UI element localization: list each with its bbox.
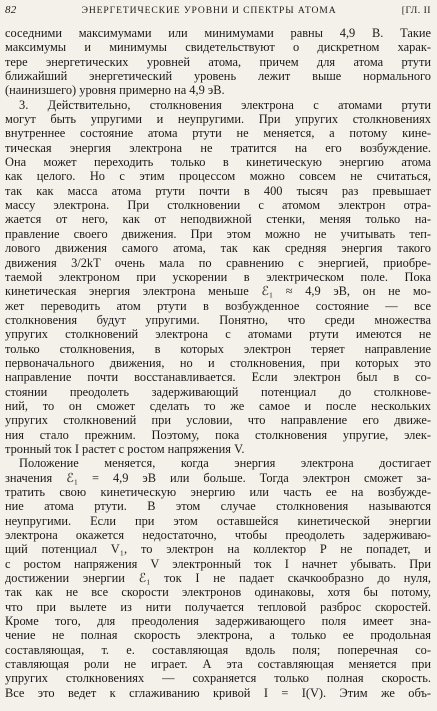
text-line: направление почти восстанавливается. Если электрон был в со- — [5, 370, 431, 385]
text-line: тере энергетических уровней атома, причем для атома ртути — [5, 54, 431, 69]
text-line: соседними максимумами или минимумами равны 4,9 В. Такие — [5, 26, 431, 40]
text-line: тическая энергия электрона не тратится на его возбуждение. — [5, 140, 431, 155]
text-line: правление своего движения. При этом можно не учитывать теп- — [5, 226, 431, 241]
text-line: только столкновения, в которых электрон теряет направление — [5, 341, 431, 356]
text-line: ставляющая роли не играет. А эта составляющая меняется при — [5, 657, 431, 672]
text-line: тронный ток I растет с ростом напряжения V. — [5, 441, 245, 456]
text-line: упругих столкновений электрона с атомами ртути имеются не — [5, 327, 431, 342]
text-line: чение не полная скорость электрона, а только ее продольная — [5, 628, 431, 643]
text-line: электрона окажется недостаточно, чтобы преодолеть задерживаю- — [5, 528, 431, 543]
text-line: (наинизшего) уровня примерно на 4,9 эВ. — [5, 83, 225, 98]
text-line: так как масса атома ртути почти в 400 тысяч раз превышает — [5, 183, 431, 198]
text-line: что при вылете из нити получается тепловой разброс скоростей. — [5, 599, 431, 614]
text-line: значения ℰ₁ = 4,9 эВ или больше. Тогда электрон сможет за- — [5, 470, 431, 485]
text-line: движения 3/2kT очень мала по сравнению с энергией, приобре- — [5, 255, 431, 270]
text-line: тратить свою кинетическую энергию или часть ее на возбужде- — [5, 485, 431, 499]
text-line: достижении энергии ℰ₁ ток I не падает скачкообразно до нуля, — [5, 571, 431, 586]
text-line: ния стало прежним. Поэтому, пока столкновения упругие, элек- — [5, 427, 431, 442]
text-line: столкновения будут упругими. Понятно, что среди множества — [5, 312, 431, 327]
text-line: стоянии преодолеть задерживающий потенциал до столкнове- — [5, 384, 431, 399]
text-line: щий потенциал V₁, то электрон на коллектор P не попадет, и — [5, 542, 431, 557]
running-header — [5, 4, 431, 18]
text-line: внутреннее состояние атома ртути не меняется, а потому кине- — [5, 126, 431, 141]
text-line: массу электрона. При столкновении с атомом электрон отра- — [5, 198, 431, 213]
text-line: кинетическая энергия электрона меньше ℰ₁ ≈ 4,9 эВ, он не мо- — [5, 284, 431, 299]
text-line: ний, то он сможет сделать то же самое и после нескольких — [5, 398, 431, 413]
text-line: ние атома ртути. В этом случае столкновения называются — [5, 499, 431, 514]
text-line: Положение меняется, когда энергия электрона достигает — [19, 456, 431, 471]
text-line: максимумы и минимумы свидетельствуют о дискретном харак- — [5, 40, 431, 55]
text-line: 3. Действительно, столкновения электрона с атомами ртути — [19, 97, 431, 112]
page-body — [5, 26, 431, 700]
text-line: так как не все скорости электронов одинаковы, хотя бы потому, — [5, 585, 431, 600]
chapter-ref: [ГЛ. II — [401, 5, 431, 16]
text-line: первоначального движения, но и столкновения, при которых это — [5, 355, 431, 370]
text-line: неупругими. Если при этом оставшейся кинетической энергии — [5, 513, 431, 528]
text-line: лового движения самого атома, так как средняя энергия такого — [5, 241, 431, 256]
text-line: с ростом напряжения V электронный ток I начнет убывать. При — [5, 556, 431, 571]
text-line: ближайший энергетический уровень лежит выше нормального — [5, 69, 431, 84]
page-number: 82 — [5, 4, 17, 16]
text-line: жается от него, как от неподвижной стенки, меняя только на- — [5, 212, 431, 227]
text-line: Кроме того, для преодоления задерживающего поля имеет зна- — [5, 614, 431, 629]
running-title: ЭНЕРГЕТИЧЕСКИЕ УРОВНИ И СПЕКТРЫ АТОМА — [81, 5, 337, 16]
text-line: упругих столкновениях — сохраняется только полная скорость. — [5, 671, 431, 686]
text-line: упругих столкновений при условии, что направление его движе- — [5, 413, 431, 428]
text-line: составляющая, т. е. составляющая вдоль поля; поперечная со- — [5, 642, 431, 657]
text-line: жет переводить атом ртути в возбужденное состояние — все — [5, 298, 431, 313]
text-line: как целого. Но с этим процессом можно совсем не считаться, — [5, 169, 431, 184]
text-line: Она может переходить только в кинетическую энергию атома — [5, 155, 431, 170]
text-line: таемой электроном при ускорении в электрическом поле. Пока — [5, 269, 431, 284]
text-line: Все это ведет к сглаживанию кривой I = I(V). Этим же объ- — [5, 685, 431, 700]
text-line: могут быть упругими и неупругими. При упругих столкновениях — [5, 112, 431, 127]
